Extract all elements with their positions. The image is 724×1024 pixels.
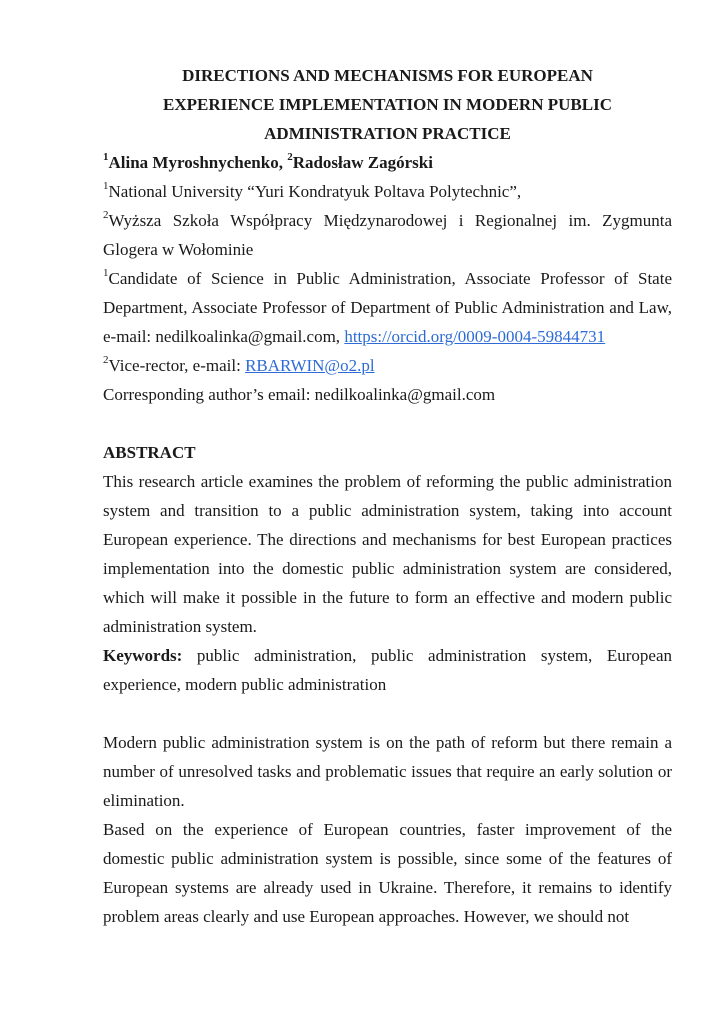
author-1-name: Alina Myroshnychenko,: [108, 153, 288, 172]
body-paragraph-2: Based on the experience of European countries, faster improvement of the domestic public administration system is possible, since some of the features of European systems are already used in Ukraine. Therefore, it remains to identify problem areas clearly and use European approaches. However, we should not: [103, 820, 672, 926]
orcid-link[interactable]: https://orcid.org/0009-0004-59844731: [344, 327, 606, 346]
body-paragraph-1: Modern public administration system is on the path of reform but there remain a number of unresolved tasks and problematic issues that require an early solution or elimination.: [103, 733, 672, 810]
paper-title-line-1: DIRECTIONS AND MECHANISMS FOR EUROPEAN: [182, 66, 593, 85]
corresponding-author-line: Corresponding author’s email: nedilkoalinka@gmail.com: [103, 385, 496, 404]
author-note-2: [103, 351, 672, 380]
author-1-marker: 1: [103, 151, 109, 164]
keywords-text: public administration, public administration system, European experience, modern public administration: [103, 646, 673, 694]
affiliation-2-text: Wyższa Szkoła Współpracy Międzynarodowej i Regionalnej im. Zygmunta Glogera w Wołominie: [103, 211, 672, 259]
authors-line: [103, 148, 672, 177]
abstract-text: This research article examines the problem of reforming the public administration system and transition to a public administration system, taking into account European experience. The directions and mechanisms for best European practices implementation into the domestic public administration system are considered, which will make it possible in the future to form an effective and modern public administration system.: [103, 472, 672, 636]
paper-title: [103, 61, 672, 148]
keywords-line: [103, 641, 672, 699]
author-note-1-text: Candidate of Science in Public Administration, Associate Professor of State Department, Associate Professor of Department of Public Administration and Law, e-mail: nedilkoalinka@gmail.com,: [103, 269, 672, 346]
affiliation-2-marker: 2: [103, 209, 109, 222]
author-note-2-marker: 2: [103, 354, 109, 367]
author-note-1: [103, 264, 672, 351]
author-2-name: Radosław Zagórski: [292, 153, 433, 172]
affiliation-2: [103, 206, 672, 264]
paper-title-line-2: EXPERIENCE IMPLEMENTATION IN MODERN PUBLIC: [163, 95, 612, 114]
affiliation-1-marker: 1: [103, 180, 109, 193]
affiliation-1: [103, 177, 672, 206]
keywords-label: Keywords:: [103, 646, 183, 665]
vice-rector-email-link[interactable]: RBARWIN@o2.pl: [245, 356, 375, 375]
author-2-marker: 2: [287, 151, 293, 164]
affiliation-1-text: National University “Yuri Kondratyuk Poltava Polytechnic”,: [108, 182, 522, 201]
abstract-heading: ABSTRACT: [103, 443, 196, 462]
author-note-1-marker: 1: [103, 267, 109, 280]
author-note-2-text: Vice-rector, e-mail:: [108, 356, 246, 375]
paper-title-line-3: ADMINISTRATION PRACTICE: [264, 124, 511, 143]
